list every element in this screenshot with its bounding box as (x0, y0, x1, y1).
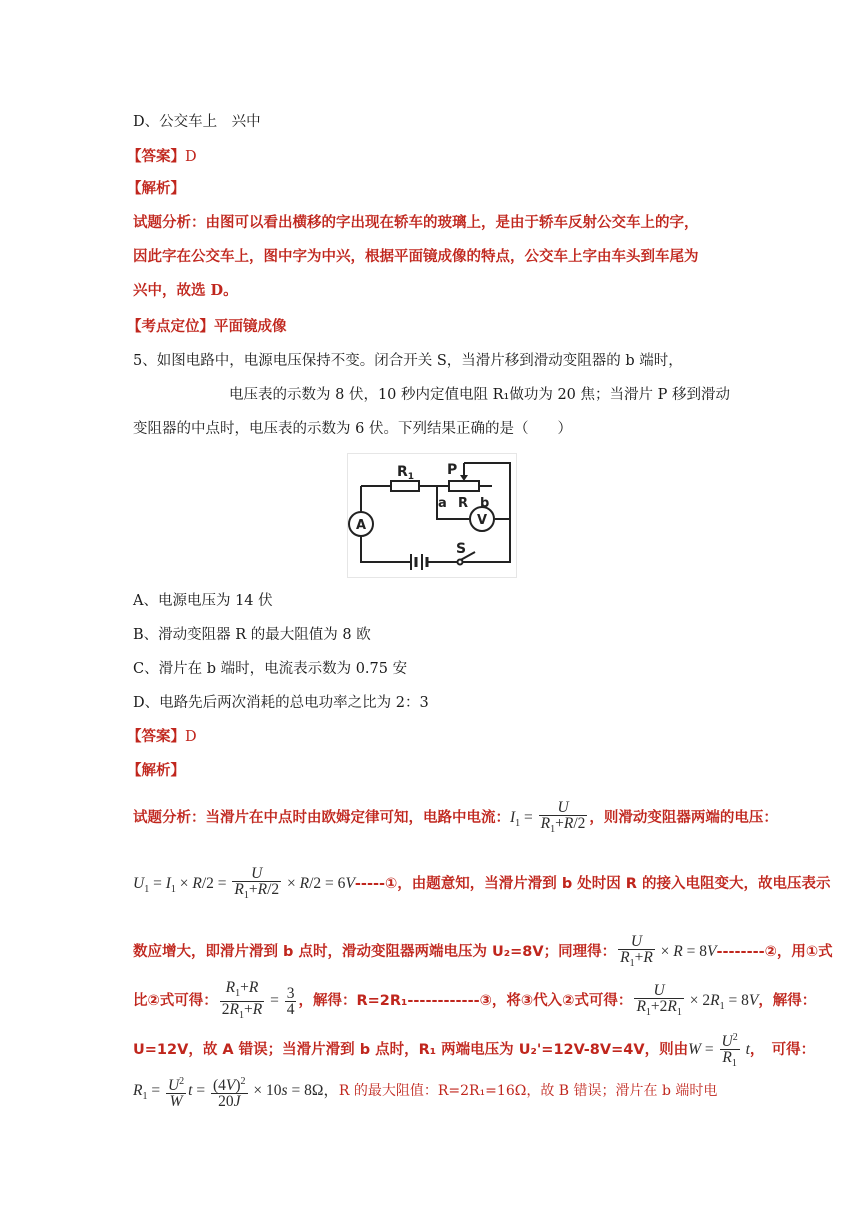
analysis-tag: 【解析】 (127, 762, 185, 779)
analysis-line-2: 因此字在公交车上，图中字为中兴，根据平面镜成像的特点，公交车上字由车头到车尾为 (133, 248, 699, 265)
analysis-text: ，则滑动变阻器两端的电压： (589, 810, 778, 827)
analysis-line-1: 试题分析：由图可以看出横移的字出现在轿车的玻璃上，是由于轿车反射公交车上的字， (133, 214, 699, 231)
b-label: b (480, 496, 490, 511)
r-label: R (458, 496, 469, 511)
analysis-line-5 (133, 1030, 815, 1071)
kaodian-value: 平面镜成像 (214, 318, 287, 335)
analysis-line-6 (133, 1074, 717, 1112)
option-b: B、滑动变阻器 R 的最大阻值为 8 欧 (133, 627, 371, 643)
kaodian-tag: 【考点定位】 (127, 318, 214, 335)
analysis-text: ，解得： (758, 993, 817, 1010)
ammeter-label: A (355, 518, 367, 533)
resistor-r1 (391, 481, 419, 491)
r1-label: $R_1$ (397, 464, 415, 482)
question-stem-line-2: 电压表的示数为 8 伏，10 秒内定值电阻 R₁做功为 20 焦；当滑片 P 移到滑动 (229, 387, 730, 403)
analysis-text: R 的最大阻值：R=2R₁=16Ω，故 B 错误；滑片在 b 端时电 (338, 1083, 718, 1100)
answer-value: D (185, 149, 197, 165)
option-a: A、电源电压为 14 伏 (133, 593, 273, 609)
option-d: D、公交车上 兴中 (133, 114, 261, 130)
formula-w: W = $\frac{U^2}{R_1}$ t (688, 1032, 750, 1070)
formula-ratio: $\frac{R_1+R}{2R_1+R}$ = $\frac{3}{4}$ (221, 979, 295, 1022)
answer-value: D (185, 729, 197, 745)
answer-line (127, 727, 197, 747)
analysis-text: U=12V，故 A 错误；当滑片滑到 b 点时，R₁ 两端电压为 U₂'=12V-8V=4V，则由 (133, 1042, 689, 1059)
analysis-line-2 (133, 866, 831, 903)
answer-line (127, 147, 197, 167)
analysis-line-4 (133, 980, 816, 1023)
kaodian-line (127, 317, 287, 337)
formula-r1: $R_1$ = $\frac{U^2}{W}$ t = $\frac{(4V)^2}{20J}$ × 10s = 8Ω， (133, 1076, 339, 1111)
a-label: a (438, 496, 447, 511)
analysis-text: ， 可得： (749, 1042, 816, 1059)
analysis-line-1 (133, 800, 778, 837)
analysis-line-3 (133, 934, 833, 971)
analysis-text: 比②式可得： (133, 993, 218, 1010)
formula-sub: $\frac{U}{R_1+2R_1}$ × $2R_1 = 8V$ (636, 982, 759, 1019)
analysis-text: -----①，由题意知，当滑片滑到 b 处时因 R 的接入电阻变大，故电压表示 (354, 876, 831, 893)
analysis-tag: 【解析】 (127, 180, 185, 197)
resistor-r (449, 481, 479, 491)
analysis-line-3: 兴中，故选 D。 (133, 282, 238, 299)
voltmeter-label: V (476, 513, 488, 528)
formula-u1: $U_1 = I_1 \times R/2$ = $\frac{U}{R_1+R/2}$ × R/2 = 6V (133, 865, 355, 902)
analysis-text: --------②，用①式 (716, 944, 833, 961)
question-stem-line-3: 变阻器的中点时，电压表的示数为 6 伏。下列结果正确的是（ ） (133, 421, 572, 437)
analysis-text: ，解得：R=2R₁------------③，将③代入②式可得： (298, 993, 633, 1010)
s-label: S (456, 541, 467, 557)
analysis-text: 数应增大，即滑片滑到 b 点时，滑动变阻器两端电压为 U₂=8V；同理得： (133, 944, 617, 961)
circuit-diagram (347, 453, 517, 578)
analysis-text: 试题分析：当滑片在中点时由欧姆定律可知，电路中电流： (133, 810, 510, 827)
p-label: P (447, 462, 458, 478)
option-c: C、滑片在 b 端时，电流表示数为 0.75 安 (133, 661, 408, 677)
formula-i1: $I_1$ = $\frac{U}{R_1+R/2}$ (510, 799, 586, 836)
formula-eq2: $\frac{U}{R_1+R}$ × R = 8V (620, 933, 717, 970)
battery (411, 554, 427, 570)
answer-tag: 【答案】 (127, 728, 185, 745)
answer-tag: 【答案】 (127, 148, 185, 165)
option-d: D、电路先后两次消耗的总电功率之比为 2：3 (133, 695, 429, 711)
question-stem-line-1: 5、如图电路中，电源电压保持不变。闭合开关 S，当滑片移到滑动变阻器的 b 端时， (133, 353, 683, 369)
